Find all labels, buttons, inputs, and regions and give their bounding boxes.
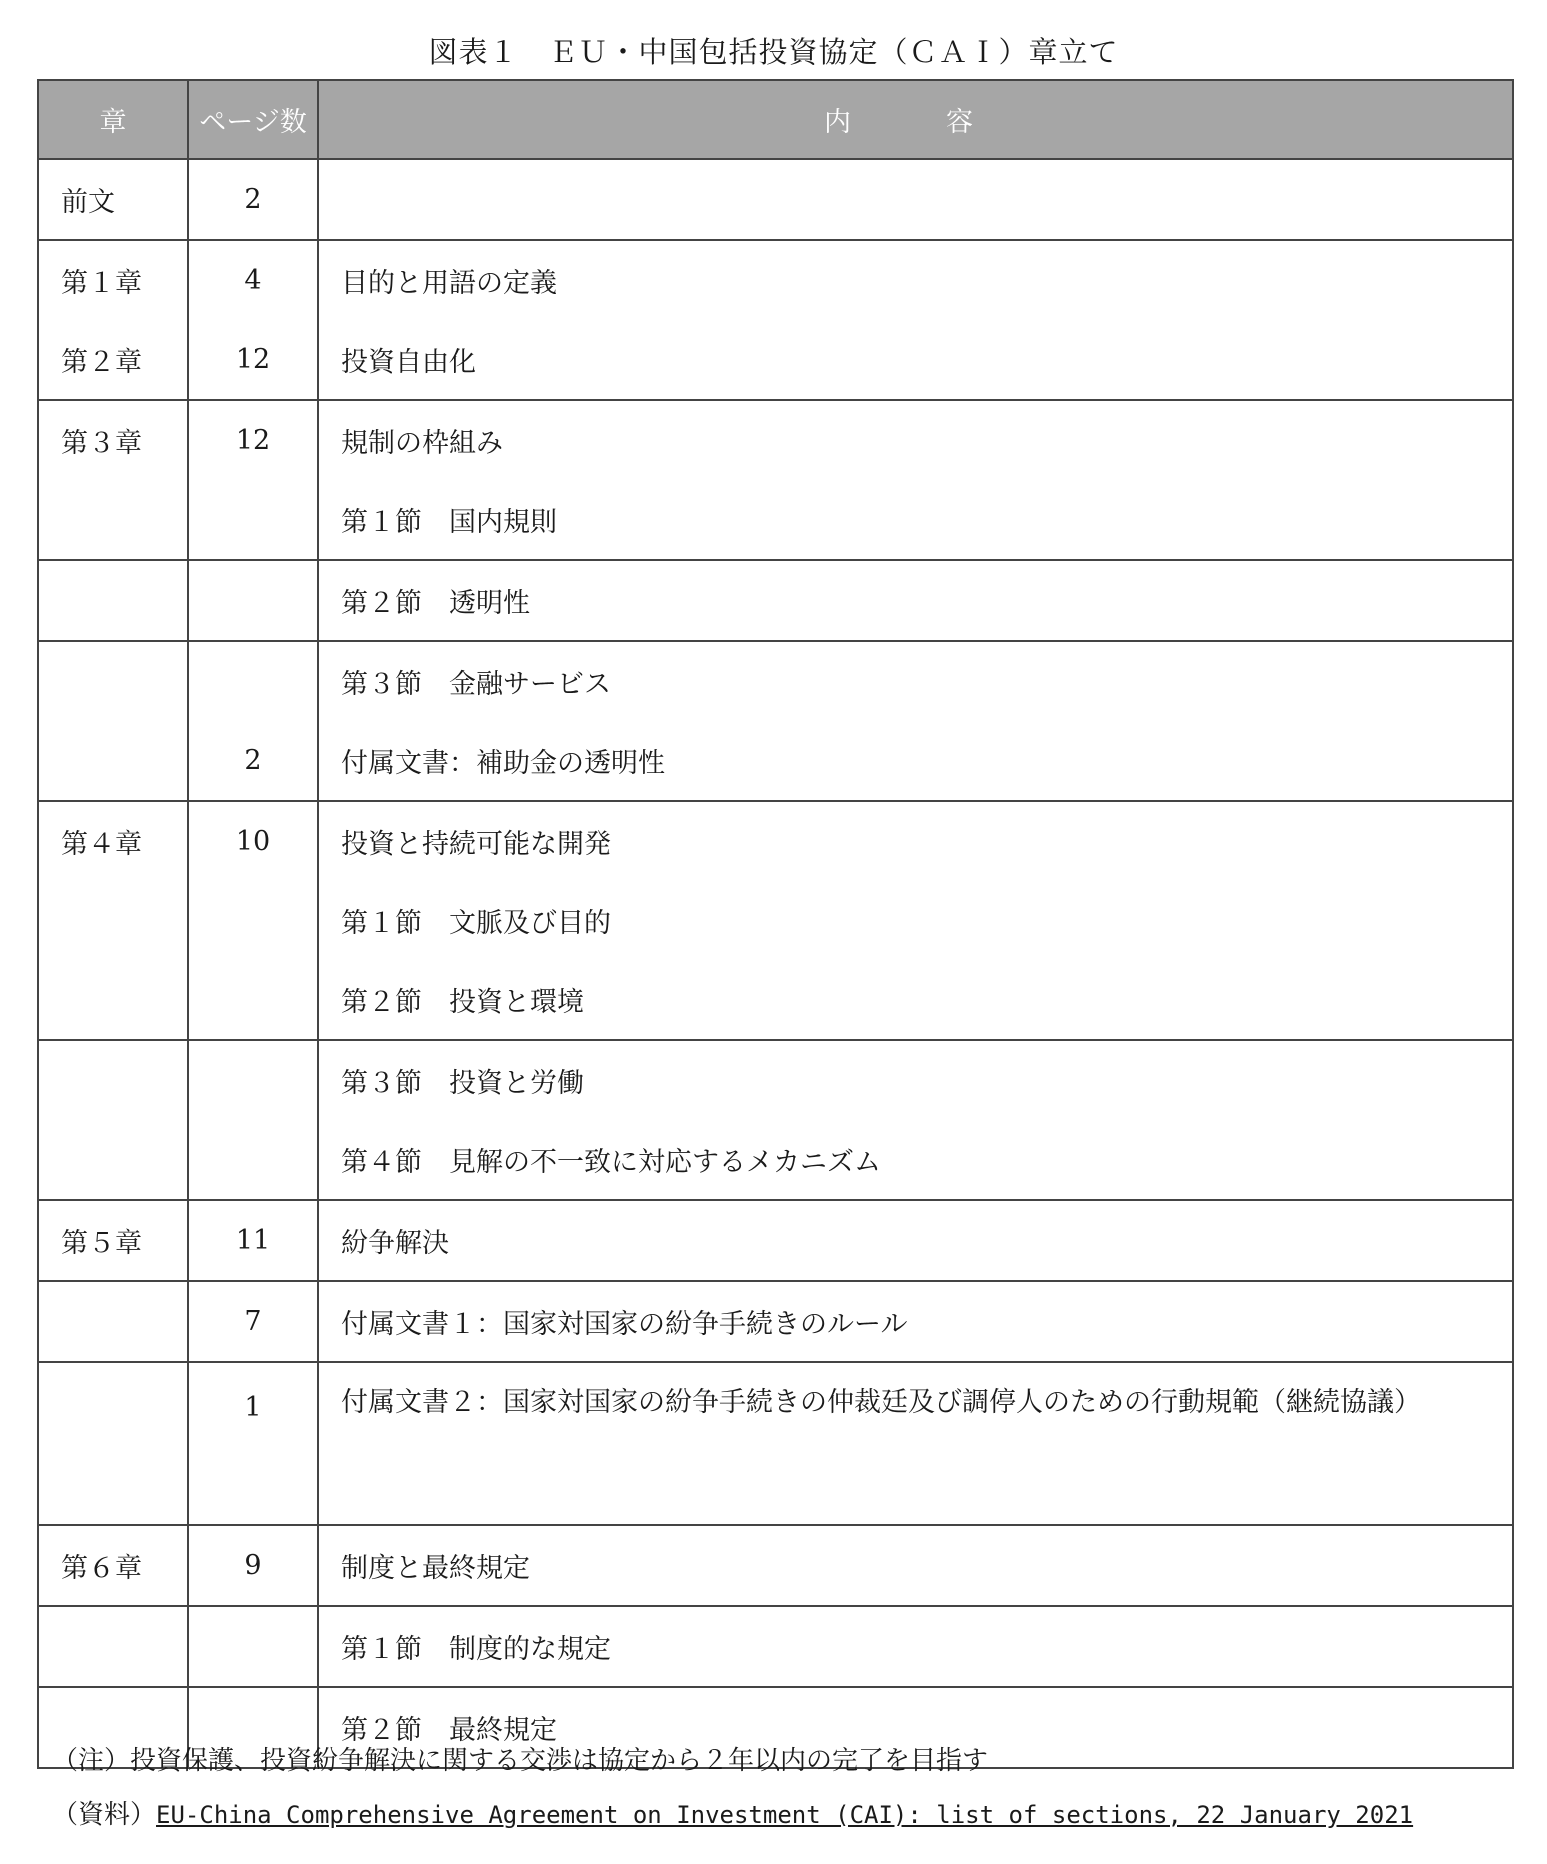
table-row xyxy=(38,240,1513,320)
content-cell: 第３節 投資と労働 xyxy=(318,1040,1513,1120)
pages-cell: 2 xyxy=(188,721,318,801)
chapter-cell xyxy=(38,721,188,801)
chapter-cell xyxy=(38,560,188,641)
row-group xyxy=(38,400,1513,560)
content-cell: 第１節 文脈及び目的 xyxy=(318,881,1513,960)
chapter-cell xyxy=(38,641,188,721)
figure-title: 図表１ ＥＵ・中国包括投資協定（ＣＡＩ）章立て xyxy=(428,35,1119,69)
chapter-cell: 第５章 xyxy=(38,1200,188,1281)
row-group xyxy=(38,1281,1513,1362)
chapter-cell: 前文 xyxy=(38,159,188,240)
content-cell: 第２節 最終規定 xyxy=(318,1687,1513,1768)
row-group xyxy=(38,641,1513,801)
chapter-cell xyxy=(38,1362,188,1525)
row-group xyxy=(38,1606,1513,1687)
chapter-cell: 第４章 xyxy=(38,801,188,881)
pages-cell: 1 xyxy=(188,1362,318,1525)
row-group xyxy=(38,1362,1513,1525)
source-note xyxy=(52,1794,1413,1831)
footnote: （注）投資保護、投資紛争解決に関する交渉は協定から２年以内の完了を目指す xyxy=(52,1746,989,1776)
row-group xyxy=(38,159,1513,240)
table-row xyxy=(38,320,1513,400)
chapter-cell xyxy=(38,1606,188,1687)
content-cell: 付属文書２：国家対国家の紛争手続きの仲裁廷及び調停人のための行動規範（継続協議） xyxy=(318,1362,1513,1525)
content-cell: 付属文書１：国家対国家の紛争手続きのルール xyxy=(318,1281,1513,1362)
pages-cell xyxy=(188,1040,318,1120)
table-row xyxy=(38,480,1513,560)
chapter-cell xyxy=(38,1281,188,1362)
row-group xyxy=(38,801,1513,1040)
chapter-cell: 第６章 xyxy=(38,1525,188,1606)
table-row xyxy=(38,1281,1513,1362)
chapter-cell xyxy=(38,480,188,560)
pages-cell xyxy=(188,960,318,1040)
table-row xyxy=(38,1120,1513,1200)
table-row xyxy=(38,159,1513,240)
pages-cell: 4 xyxy=(188,240,318,320)
content-cell: 紛争解決 xyxy=(318,1200,1513,1281)
content-cell: 目的と用語の定義 xyxy=(318,240,1513,320)
table-row xyxy=(38,721,1513,801)
pages-cell: 12 xyxy=(188,400,318,480)
chapter-cell xyxy=(38,960,188,1040)
chapter-cell: 第２章 xyxy=(38,320,188,400)
chapter-cell: 第１章 xyxy=(38,240,188,320)
content-cell: 制度と最終規定 xyxy=(318,1525,1513,1606)
content-cell: 第２節 投資と環境 xyxy=(318,960,1513,1040)
table-row xyxy=(38,801,1513,881)
chapter-table xyxy=(37,79,1514,1769)
table-row xyxy=(38,1606,1513,1687)
pages-cell: 7 xyxy=(188,1281,318,1362)
chapter-cell xyxy=(38,1040,188,1120)
pages-cell: 9 xyxy=(188,1525,318,1606)
pages-cell xyxy=(188,1120,318,1200)
header-chapter: 章 xyxy=(38,80,188,159)
pages-cell: 10 xyxy=(188,801,318,881)
table-row xyxy=(38,560,1513,641)
content-cell xyxy=(318,159,1513,240)
row-group xyxy=(38,1040,1513,1200)
row-group xyxy=(38,1200,1513,1281)
content-cell: 投資と持続可能な開発 xyxy=(318,801,1513,881)
content-cell: 投資自由化 xyxy=(318,320,1513,400)
pages-cell xyxy=(188,480,318,560)
row-group xyxy=(38,1525,1513,1606)
table-row xyxy=(38,1362,1513,1525)
content-cell: 第２節 透明性 xyxy=(318,560,1513,641)
pages-cell: 2 xyxy=(188,159,318,240)
content-cell: 第１節 制度的な規定 xyxy=(318,1606,1513,1687)
table-row xyxy=(38,881,1513,960)
chapter-cell xyxy=(38,1120,188,1200)
header-pages: ページ数 xyxy=(188,80,318,159)
pages-cell xyxy=(188,1606,318,1687)
table-row xyxy=(38,400,1513,480)
header-content: 内 容 xyxy=(318,80,1513,159)
pages-cell: 12 xyxy=(188,320,318,400)
content-cell: 第１節 国内規則 xyxy=(318,480,1513,560)
table-header-row xyxy=(38,80,1513,159)
source-link[interactable]: EU-China Comprehensive Agreement on Investment (CAI): list of sections, 22 January 2021 xyxy=(156,1801,1414,1829)
content-cell: 付属文書：補助金の透明性 xyxy=(318,721,1513,801)
table-row xyxy=(38,960,1513,1040)
table-row xyxy=(38,1525,1513,1606)
table-row xyxy=(38,641,1513,721)
chapter-cell: 第３章 xyxy=(38,400,188,480)
source-prefix: （資料） xyxy=(52,1800,157,1830)
pages-cell xyxy=(188,641,318,721)
chapter-cell xyxy=(38,881,188,960)
pages-cell xyxy=(188,560,318,641)
table-row xyxy=(38,1040,1513,1120)
content-cell: 規制の枠組み xyxy=(318,400,1513,480)
row-group xyxy=(38,560,1513,641)
pages-cell xyxy=(188,881,318,960)
content-cell: 第３節 金融サービス xyxy=(318,641,1513,721)
table-row xyxy=(38,1200,1513,1281)
content-cell: 第４節 見解の不一致に対応するメカニズム xyxy=(318,1120,1513,1200)
pages-cell: 11 xyxy=(188,1200,318,1281)
row-group xyxy=(38,240,1513,400)
